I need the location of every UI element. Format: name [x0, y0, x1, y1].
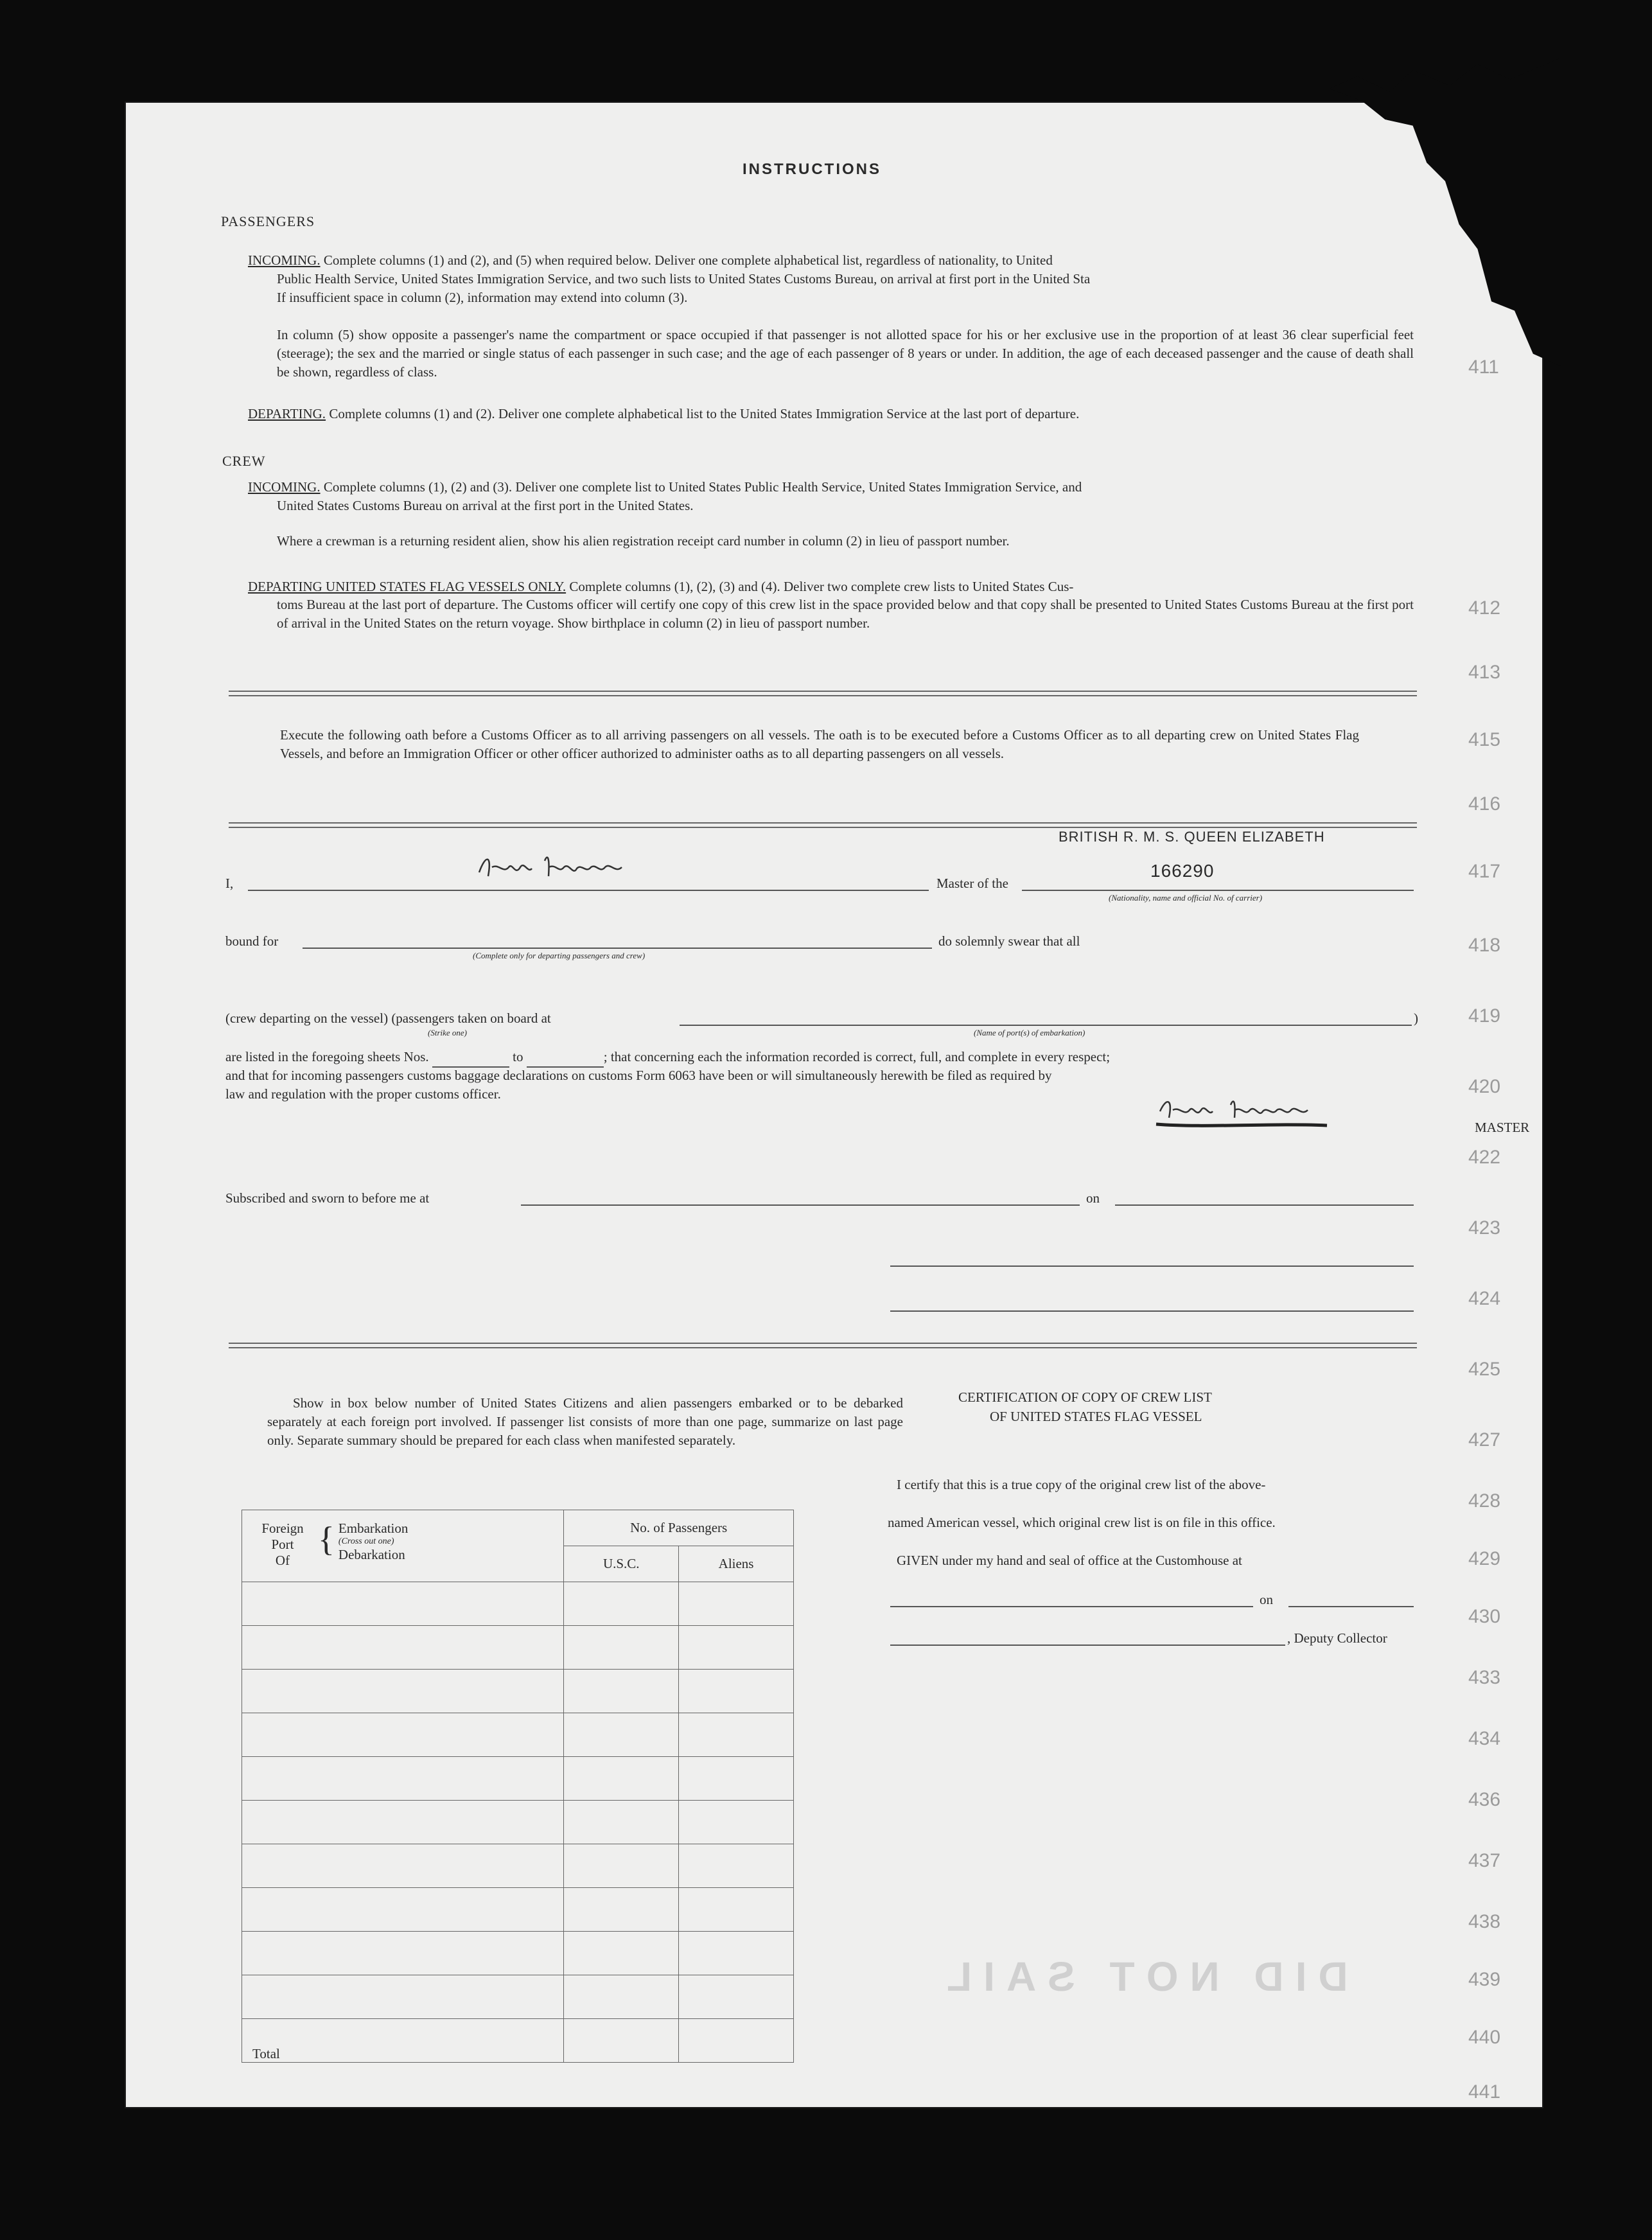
sworn-on-label: on	[1086, 1190, 1100, 1206]
bleed-number: 424	[1468, 1288, 1501, 1309]
port-cell[interactable]	[242, 1932, 564, 1975]
cross-out-caption: (Cross out one)	[338, 1537, 394, 1546]
port-cell[interactable]	[242, 1801, 564, 1844]
crew-incoming-text: United States Customs Bureau on arrival at the first port in the United States.	[277, 498, 694, 513]
bleed-number: 413	[1468, 662, 1501, 683]
passengers-heading: PASSENGERS	[221, 213, 315, 229]
usc-total-cell[interactable]	[564, 2019, 679, 2063]
summary-instructions: Show in box below number of United States Citizens and alien passengers embarked or to be debarked separately at each foreign port involved. If passenger list consists of more than one page, summarize on last page only. Separate summary should be prepared for each class when manifested separately.	[267, 1395, 903, 1448]
passengers-departing-label: DEPARTING.	[248, 406, 326, 421]
passengers-header-cell	[564, 1510, 794, 1582]
bleed-number: 416	[1468, 793, 1501, 815]
usc-cell[interactable]	[564, 1713, 679, 1757]
page-title: INSTRUCTIONS	[743, 161, 881, 178]
bleed-number: 440	[1468, 2027, 1501, 2048]
bleed-number: 420	[1468, 1076, 1501, 1097]
listed-sheets-text: ; that concerning each the information recorded is correct, full, and complete in every respect;	[603, 1049, 1111, 1064]
bleed-number: 436	[1468, 1789, 1501, 1810]
port-cell[interactable]	[242, 1626, 564, 1670]
aliens-label: Aliens	[718, 1556, 754, 1571]
crew-departing-text: Complete columns (1), (2), (3) and (4). Deliver two complete crew lists to United States Cus-	[569, 579, 1074, 594]
port-cell[interactable]	[242, 1582, 564, 1626]
bleed-number: 429	[1468, 1548, 1501, 1569]
usc-cell[interactable]	[564, 1844, 679, 1888]
bleed-number: 428	[1468, 1490, 1501, 1512]
official-number-stamp: 166290	[1150, 861, 1215, 881]
subscribed-label: Subscribed and sworn to before me at	[225, 1190, 430, 1206]
usc-cell[interactable]	[564, 1670, 679, 1713]
port-header-cell: Foreign Port Of { Embarkation (Cross out one) Debarkation	[242, 1510, 564, 1582]
vessel-caption: (Nationality, name and official No. of carrier)	[1109, 893, 1263, 903]
master-name-field[interactable]	[248, 890, 929, 891]
passengers-departing-text: Complete columns (1) and (2). Deliver one complete alphabetical list to the United States Immigration Service at the last port of departure.	[329, 406, 1080, 421]
crew-heading: CREW	[222, 453, 266, 469]
listed-to-label: to	[513, 1049, 523, 1064]
aliens-cell[interactable]	[679, 1801, 794, 1844]
listed-sheets-text: are listed in the foregoing sheets Nos.	[225, 1049, 429, 1064]
bleed-stamp: DID NOT SAIL	[935, 1953, 1348, 2000]
certification-title: CERTIFICATION OF COPY OF CREW LIST	[958, 1389, 1212, 1405]
bleed-number: 417	[1468, 861, 1501, 882]
no-of-passengers-label: No. of Passengers	[564, 1510, 793, 1546]
embarkation-port-field[interactable]	[680, 1025, 1412, 1026]
debarkation-label: Debarkation	[338, 1547, 405, 1562]
usc-cell[interactable]	[564, 1801, 679, 1844]
bleed-number: 437	[1468, 1850, 1501, 1871]
usc-cell[interactable]	[564, 1626, 679, 1670]
oath-i-label: I,	[225, 876, 234, 891]
bleed-number: 430	[1468, 1606, 1501, 1627]
bleed-number: 412	[1468, 597, 1501, 619]
strike-one-caption: (Strike one)	[428, 1028, 468, 1037]
embarkation-label: Embarkation	[338, 1521, 409, 1536]
usc-cell[interactable]	[564, 1975, 679, 2019]
crew-departing-text: toms Bureau at the last port of departure. The Customs officer will certify one copy of this crew list in the space provided below and that copy shall be presented to United States Customs Bureau at the first port of arrival in the United States on the return voyage. Show birthplace in column (2) in lieu of passport number.	[277, 597, 1414, 631]
master-of-the-label: Master of the	[936, 876, 1008, 891]
given-text: GIVEN under my hand and seal of office at the Customhouse at	[897, 1553, 1242, 1568]
port-label: Port	[271, 1537, 294, 1552]
bleed-number: 423	[1468, 1217, 1501, 1239]
aliens-cell[interactable]	[679, 1626, 794, 1670]
passengers-incoming-text: Public Health Service, United States Immigration Service, and two such lists to United States Customs Bureau, on arrival at first port in the United Sta	[277, 271, 1091, 287]
usc-cell[interactable]	[564, 1932, 679, 1975]
crew-departing-text: (crew departing on the vessel) (passengers taken on board at	[225, 1010, 551, 1026]
aliens-cell[interactable]	[679, 1713, 794, 1757]
usc-cell[interactable]	[564, 1888, 679, 1932]
bleed-number: 438	[1468, 1911, 1501, 1932]
section-divider	[229, 691, 1417, 696]
bleed-number: 411	[1468, 357, 1499, 378]
port-cell[interactable]	[242, 1888, 564, 1932]
aliens-cell[interactable]	[679, 1888, 794, 1932]
crew-departing-label: DEPARTING UNITED STATES FLAG VESSELS ONLY.	[248, 579, 567, 594]
section-divider	[229, 822, 1417, 828]
bleed-number: 427	[1468, 1429, 1501, 1451]
bleed-number: 422	[1468, 1147, 1501, 1168]
bound-for-caption: (Complete only for departing passengers and crew)	[473, 951, 646, 960]
sworn-place-field[interactable]	[521, 1204, 1080, 1206]
sworn-date-field[interactable]	[1115, 1204, 1414, 1206]
certification-date-field[interactable]	[1288, 1606, 1414, 1607]
master-signature	[1154, 1092, 1340, 1131]
certification-title: OF UNITED STATES FLAG VESSEL	[990, 1409, 1202, 1424]
port-cell[interactable]	[242, 1713, 564, 1757]
bleed-number: 418	[1468, 935, 1501, 956]
port-cell[interactable]	[242, 1975, 564, 2019]
passengers-col5-text: In column (5) show opposite a passenger's name the compartment or space occupied if that passenger is not allotted space for his or her exclusive use in the proportion of at least 36 clear superficial feet (steerage); the sex and the married or single status of each passenger in such case; and the age of each passenger of 8 years or under. In addition, the age of each deceased passenger and the cause of death shall be shown, regardless of class.	[277, 327, 1414, 380]
deputy-collector-label: , Deputy Collector	[1287, 1630, 1387, 1646]
document-sheet: 411 412 413 415 416 417 418 419 420 422 423 424 425 427 428 429 430 433 434 436 437 438 439 440 441 DID NOT SAIL INSTRUCTIONS PASSENGERS INCOMING. Complete columns (1) and (2), and (5) when required below. Deliver one complete alphabetical list, regardless of nationality, to United Public Health Service, United States Immigration Service, and two such lists to United States Customs Bureau, on arrival at first port in the United Sta If insufficient space in column (2), information may extend into column (3). In column (5) show opposite a passenger's name the compartment or space occupied if that passenger is not allotted space for his or her exclusive use in the proportion of at least 36 clear superficial feet (steerage); the sex and the married or single status of each passenger in such case; and the age of each passenger of 8 years or under. In addition, the age of each deceased passenger and the cause of death shall be shown, regardless of class. DEPARTING. Complete columns (1) and (2). Deliver one complete alphabetical list to the United States Immigration Service at the last port of departure. CREW INCOMING. Complete columns (1), (2) and (3). Deliver one complete list to United States Public Health Service, United States Immigration Service, and United States Customs Bureau on arrival at the first port in the United States. Where a crewman is a returning resident alien, show his alien registration receipt card number in column (2) in lieu of passport number. DEPARTING UNITED STATES FLAG VESSELS ONLY. Complete columns (1), (2), (3) and (4). Deliver two complete crew lists to United States Cus- toms Bureau at the last port of departure. The Customs officer will certify one copy of this crew list in the space provided below and that copy shall be presented to United States Customs Bureau at the first port of arrival in the United States on the return voyage. Show birthplace in column (2) in lieu of passport number. Execute the following oath before a Customs Officer as to all arriving passengers on all vessels. The oath is to be executed before a Customs Officer as to all departing crew on United States Flag Vessels, and before an Immigration Officer or other officer authorized to administer oaths as to all departing passengers on all vessels. BRITISH R. M. S. QUEEN ELIZABETH I, Master of the 166290 (Nationality, name and official No. of carrier) bound for (Complete only for departing passengers and crew) do solemnly swear that all (crew departing on the vessel) (passengers taken on board at ) (Strike one) (Name of port(s) of embarkation) are listed in the foregoing sheets Nos. to ; that concerning each the information recorded is correct, full, and complete in every respect; and that for incoming passengers customs baggage declarations on customs Form 6063 have been or will simultaneously herewith be filed as required by law and regulation with the proper customs officer. MASTER Subscribed and sworn to before me at on Show in box below number of United States Citizens and alien passengers embarked or to be debarked separately at each foreign port involved. If passenger list consists of more than one page, summarize on last page only. Separate summary should be prepared for each class when manifested separately. Foreign Port Of { Embarkation (Cross out one) Debarkation No. of Passengers U.S.C. Aliens Total CERTIFICATION OF COPY OF CREW LIST OF UNITED STATES FLAG VESSEL I certify that this is a true copy of the original crew list of the above- named American vessel, which original crew list is on file in this office. GIVEN under my hand and seal of office at the Customhouse at on , Deputy Collector	[126, 103, 1542, 2107]
aliens-cell[interactable]	[679, 1844, 794, 1888]
passengers-incoming-text: If insufficient space in column (2), information may extend into column (3).	[277, 290, 688, 305]
sheet-to-field[interactable]	[527, 1047, 604, 1068]
bleed-number: 415	[1468, 729, 1501, 750]
passengers-incoming-label: INCOMING.	[248, 252, 321, 268]
listed-sheets-text: law and regulation with the proper customs officer.	[225, 1086, 501, 1102]
vessel-name-stamp: BRITISH R. M. S. QUEEN ELIZABETH	[1059, 829, 1325, 845]
crew-incoming-label: INCOMING.	[248, 479, 321, 495]
aliens-cell[interactable]	[679, 1582, 794, 1626]
oath-instructions: Execute the following oath before a Customs Officer as to all arriving passengers on all vessels. The oath is to be executed before a Customs Officer as to all departing crew on United States Flag Vessels, and before an Immigration Officer or other officer authorized to administer oaths as to all departing passengers on all vessels.	[280, 727, 1359, 761]
certify-text: named American vessel, which original crew list is on file in this office.	[888, 1515, 1276, 1530]
master-label: MASTER	[1475, 1120, 1530, 1135]
usc-label: U.S.C.	[564, 1546, 679, 1582]
bleed-number: 439	[1468, 1969, 1501, 1990]
section-divider	[229, 1343, 1417, 1348]
officer-signature-field[interactable]	[890, 1266, 1414, 1267]
aliens-cell[interactable]	[679, 1757, 794, 1801]
bleed-number: 425	[1468, 1359, 1501, 1380]
aliens-cell[interactable]	[679, 1932, 794, 1975]
customhouse-field[interactable]	[890, 1606, 1253, 1607]
aliens-total-cell[interactable]	[679, 2019, 794, 2063]
vessel-field[interactable]	[1022, 890, 1414, 891]
sheet-from-field[interactable]	[432, 1047, 509, 1068]
bound-for-label: bound for	[225, 933, 279, 949]
officer-title-field[interactable]	[890, 1310, 1414, 1312]
master-signature	[473, 848, 640, 886]
port-cell[interactable]	[242, 1844, 564, 1888]
aliens-cell[interactable]	[679, 1975, 794, 2019]
bound-for-field[interactable]	[303, 948, 932, 949]
foreign-label: Foreign	[261, 1521, 304, 1536]
usc-cell[interactable]	[564, 1582, 679, 1626]
deputy-collector-field[interactable]	[890, 1645, 1285, 1646]
aliens-cell[interactable]	[679, 1670, 794, 1713]
port-cell[interactable]	[242, 1670, 564, 1713]
bleed-number: 433	[1468, 1667, 1501, 1688]
crew-resident-text: Where a crewman is a returning resident alien, show his alien registration receipt card number in column (2) in lieu of passport number.	[277, 533, 1010, 549]
embarkation-caption: (Name of port(s) of embarkation)	[974, 1028, 1085, 1037]
bleed-number: 434	[1468, 1728, 1501, 1749]
certification-on-label: on	[1260, 1592, 1273, 1607]
total-label: Total	[242, 2019, 564, 2063]
passengers-incoming-text: Complete columns (1) and (2), and (5) when required below. Deliver one complete alphabetical list, regardless of nationality, to United	[323, 252, 1053, 268]
bleed-number: 419	[1468, 1005, 1501, 1027]
solemnly-swear-text: do solemnly swear that all	[938, 933, 1080, 949]
listed-sheets-text: and that for incoming passengers customs baggage declarations on customs Form 6063 have been or will simultaneously herewith be filed as required by	[225, 1068, 1052, 1083]
usc-cell[interactable]	[564, 1757, 679, 1801]
certify-text: I certify that this is a true copy of the original crew list of the above-	[897, 1477, 1266, 1492]
passenger-summary-table	[242, 1510, 794, 2063]
port-cell[interactable]	[242, 1757, 564, 1801]
crew-incoming-text: Complete columns (1), (2) and (3). Deliver one complete list to United States Public Health Service, United States Immigration Service, and	[323, 479, 1082, 495]
bleed-number: 441	[1468, 2081, 1501, 2103]
of-label: Of	[275, 1553, 290, 1568]
